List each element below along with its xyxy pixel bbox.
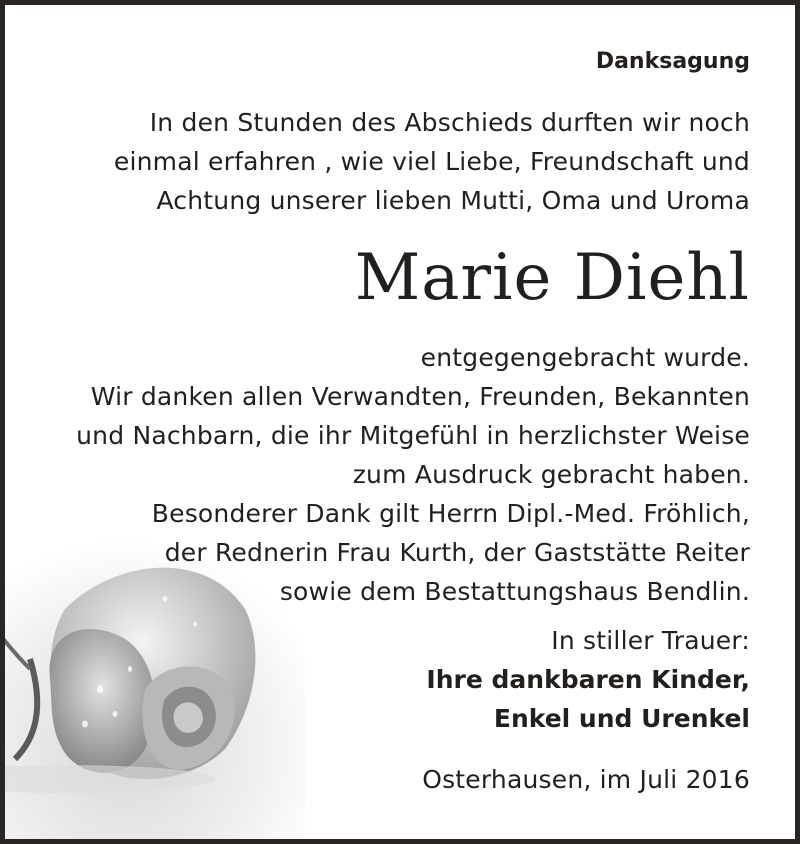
deceased-name: Marie Diehl	[354, 241, 750, 315]
signatory-line: Enkel und Urenkel	[493, 704, 750, 733]
intro-line: In den Stunden des Abschieds durften wir noch	[149, 108, 750, 137]
intro-line: einmal erfahren , wie viel Liebe, Freundschaft und	[113, 147, 750, 176]
body-line: entgegengebracht wurde.	[420, 343, 750, 372]
signatory-line: Ihre dankbaren Kinder,	[426, 665, 750, 694]
body-line: und Nachbarn, die ihr Mitgefühl in herzlichster Weise	[76, 421, 750, 450]
mourning-label: In stiller Trauer:	[551, 626, 750, 655]
body-line: zum Ausdruck gebracht haben.	[352, 460, 750, 489]
notice-heading: Danksagung	[595, 49, 750, 74]
body-line: sowie dem Bestattungshaus Bendlin.	[279, 577, 750, 606]
intro-line: Achtung unserer lieben Mutti, Oma und Uroma	[156, 186, 750, 215]
body-line: Wir danken allen Verwandten, Freunden, Bekannten	[90, 382, 750, 411]
place-date: Osterhausen, im Juli 2016	[422, 765, 750, 794]
body-line: Besonderer Dank gilt Herrn Dipl.-Med. Fröhlich,	[151, 499, 750, 528]
body-line: der Rednerin Frau Kurth, der Gaststätte Reiter	[164, 538, 750, 567]
rose-icon	[5, 539, 305, 839]
